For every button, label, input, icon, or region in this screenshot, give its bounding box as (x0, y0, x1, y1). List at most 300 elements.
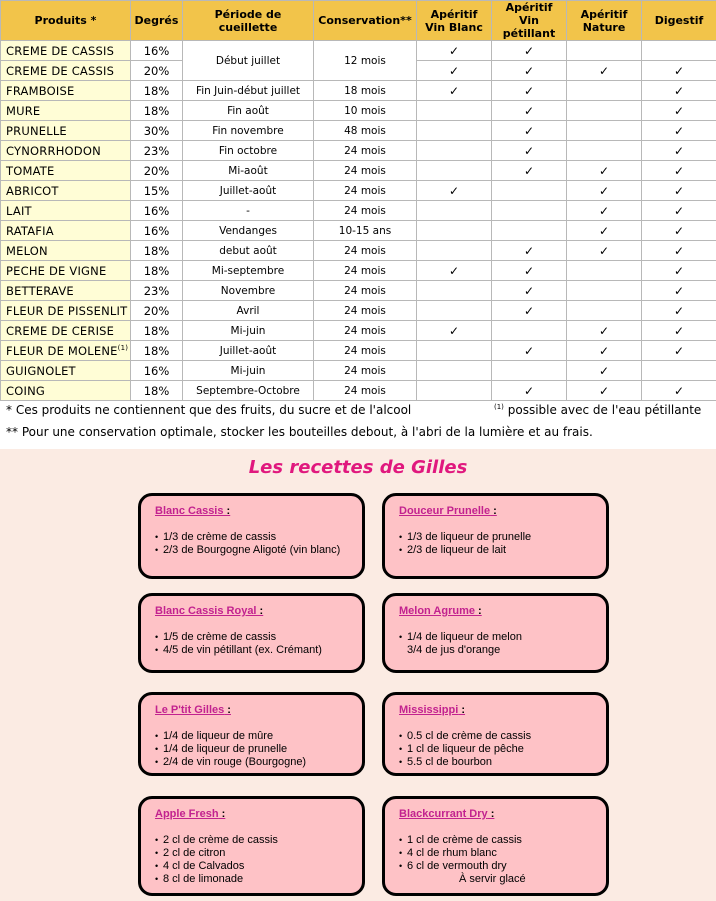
footnote-sparkling-text: possible avec de l'eau pétillante (503, 403, 702, 417)
check-mark-icon: ✓ (642, 161, 716, 181)
recipe-title-text: Douceur Prunelle (399, 505, 491, 517)
ingredient-item (399, 756, 606, 769)
cell-periode: Mi-juin (183, 361, 314, 381)
table-row (1, 81, 716, 101)
recipe-title (155, 505, 362, 518)
check-mark-icon: ✓ (642, 81, 716, 101)
ingredient-text: 1/4 de liqueur de melon (407, 631, 522, 643)
check-mark-icon: ✓ (492, 341, 567, 361)
check-mark-icon: ✓ (642, 341, 716, 361)
produit-name: FLEUR DE PISSENLIT (6, 303, 128, 318)
cell-degres: 16% (131, 201, 183, 221)
recipe-ingredients (155, 531, 362, 557)
check-mark-icon: ✓ (492, 241, 567, 261)
cell-produit (1, 361, 131, 381)
cell-nature (567, 81, 642, 101)
ingredient-item (155, 873, 362, 886)
cell-blanc (417, 301, 492, 321)
cell-periode: Avril (183, 301, 314, 321)
cell-conservation: 24 mois (314, 381, 417, 401)
recipe-title-colon: : (223, 505, 231, 517)
recipe-title (155, 704, 362, 717)
recipe-title-colon: : (256, 605, 264, 617)
table-row (1, 381, 716, 401)
recipe-card (382, 593, 609, 673)
cell-periode: Vendanges (183, 221, 314, 241)
check-mark-icon: ✓ (642, 201, 716, 221)
cell-degres: 18% (131, 341, 183, 361)
table-row (1, 341, 716, 361)
check-mark-icon: ✓ (492, 81, 567, 101)
recipe-ingredients (399, 531, 606, 557)
check-mark-icon: ✓ (492, 301, 567, 321)
ingredient-text: 4/5 de vin pétillant (ex. Crémant) (163, 644, 322, 656)
cell-periode: Fin Juin-début juillet (183, 81, 314, 101)
cell-produit (1, 241, 131, 261)
footnote-products: * Ces produits ne contiennent que des fruits, du sucre et de l'alcool (6, 403, 412, 417)
cell-degres: 20% (131, 301, 183, 321)
products-table (0, 0, 716, 401)
cell-degres: 18% (131, 241, 183, 261)
cell-digestif (642, 41, 716, 61)
cell-produit (1, 101, 131, 121)
recipe-card (138, 692, 365, 776)
check-mark-icon: ✓ (417, 261, 492, 281)
ingredient-text: 1/4 de liqueur de prunelle (163, 743, 288, 755)
produit-name: FLEUR DE MOLENE (6, 343, 118, 358)
cell-produit (1, 321, 131, 341)
recipe-ingredients (155, 730, 362, 769)
recipes-title: Les recettes de Gilles (248, 457, 468, 478)
ingredient-text: 4 cl de Calvados (163, 860, 245, 872)
table-row (1, 301, 716, 321)
bullet-icon: • (399, 632, 403, 642)
cell-degres: 23% (131, 281, 183, 301)
ingredient-item (399, 847, 606, 860)
header-aperitif-vin-blanc: Apéritif Vin Blanc (417, 1, 492, 41)
ingredient-text: 2 cl de crème de cassis (163, 834, 278, 846)
cell-degres: 15% (131, 181, 183, 201)
check-mark-icon: ✓ (642, 101, 716, 121)
check-mark-icon: ✓ (642, 261, 716, 281)
check-mark-icon: ✓ (492, 381, 567, 401)
ingredient-item (399, 873, 606, 886)
recipe-title-colon: : (224, 704, 231, 716)
cell-periode: Fin novembre (183, 121, 314, 141)
recipe-ingredients (399, 631, 606, 657)
cell-conservation: 24 mois (314, 361, 417, 381)
cell-blanc (417, 101, 492, 121)
cell-blanc (417, 341, 492, 361)
ingredient-item (155, 847, 362, 860)
recipe-title-text: Blackcurrant Dry (399, 808, 488, 820)
ingredient-text: 2/3 de Bourgogne Aligoté (vin blanc) (163, 544, 341, 556)
cell-nature (567, 301, 642, 321)
header-digestif: Digestif (642, 1, 716, 41)
check-mark-icon: ✓ (417, 81, 492, 101)
ingredient-text: 2/4 de vin rouge (Bourgogne) (163, 756, 307, 768)
cell-produit (1, 181, 131, 201)
cell-blanc (417, 141, 492, 161)
recipe-title (399, 605, 606, 618)
recipe-title-text: Le P'tit Gilles (155, 704, 225, 716)
cell-periode: Début juillet (183, 41, 314, 81)
cell-produit (1, 221, 131, 241)
check-mark-icon: ✓ (567, 361, 642, 381)
bullet-icon: • (399, 532, 403, 542)
bullet-icon: • (399, 545, 403, 555)
header-aperitif-nature: Apéritif Nature (567, 1, 642, 41)
cell-conservation: 18 mois (314, 81, 417, 101)
cell-degres: 16% (131, 361, 183, 381)
cell-periode: Mi-août (183, 161, 314, 181)
cell-petillant (492, 181, 567, 201)
recipe-title-text: Mississippi (399, 704, 459, 716)
ingredient-item (399, 730, 606, 743)
cell-produit (1, 341, 131, 361)
cell-degres: 18% (131, 261, 183, 281)
ingredient-text: 2/3 de liqueur de lait (407, 544, 507, 556)
cell-periode: Novembre (183, 281, 314, 301)
recipe-card (382, 796, 609, 896)
produit-name: MELON (6, 243, 48, 258)
recipes-section (0, 449, 716, 901)
cell-produit (1, 121, 131, 141)
recipe-title-text: Apple Fresh (155, 808, 219, 820)
recipe-title-colon: : (475, 605, 482, 617)
table-row (1, 241, 716, 261)
table-row (1, 281, 716, 301)
check-mark-icon: ✓ (642, 221, 716, 241)
cell-periode: Juillet-août (183, 181, 314, 201)
check-mark-icon: ✓ (567, 201, 642, 221)
cell-conservation: 24 mois (314, 321, 417, 341)
recipe-ingredients (399, 730, 606, 769)
ingredient-text: 1 cl de crème de cassis (407, 834, 522, 846)
cell-produit (1, 301, 131, 321)
ingredient-text: 1/5 de crème de cassis (163, 631, 277, 643)
footnote-sparkling (494, 403, 701, 417)
cell-blanc (417, 121, 492, 141)
cell-petillant (492, 201, 567, 221)
cell-produit (1, 141, 131, 161)
recipe-title-colon: : (490, 505, 497, 517)
cell-degres: 20% (131, 161, 183, 181)
cell-degres: 30% (131, 121, 183, 141)
check-mark-icon: ✓ (642, 121, 716, 141)
bullet-icon: • (399, 835, 403, 845)
cell-produit (1, 381, 131, 401)
recipe-title-text: Blanc Cassis Royal (155, 605, 257, 617)
table-body (1, 41, 716, 401)
ingredient-item (399, 644, 606, 657)
cell-conservation: 48 mois (314, 121, 417, 141)
bullet-icon: • (155, 835, 159, 845)
bullet-icon: • (155, 861, 159, 871)
header-aperitif-vin-petillant: Apéritif Vin pétillant (492, 1, 567, 41)
cell-periode: Juillet-août (183, 341, 314, 361)
cell-conservation: 24 mois (314, 261, 417, 281)
cell-conservation: 12 mois (314, 41, 417, 81)
header-periode: Période de cueillette (183, 1, 314, 41)
recipe-title-text: Blanc Cassis (155, 505, 224, 517)
cell-blanc (417, 201, 492, 221)
table-row (1, 101, 716, 121)
bullet-icon: • (399, 848, 403, 858)
check-mark-icon: ✓ (567, 321, 642, 341)
check-mark-icon: ✓ (642, 241, 716, 261)
produit-name: CREME DE CASSIS (6, 63, 115, 78)
ingredient-item (399, 860, 606, 873)
cell-degres: 23% (131, 141, 183, 161)
ingredient-item (399, 531, 606, 544)
ingredient-text: 0.5 cl de crème de cassis (407, 730, 532, 742)
cell-nature (567, 281, 642, 301)
cell-blanc (417, 281, 492, 301)
check-mark-icon: ✓ (642, 61, 716, 81)
cell-nature (567, 261, 642, 281)
cell-periode: Fin août (183, 101, 314, 121)
check-mark-icon: ✓ (492, 41, 567, 61)
ingredient-text: 3/4 de jus d'orange (407, 644, 501, 656)
recipe-title (155, 605, 362, 618)
check-mark-icon: ✓ (492, 261, 567, 281)
cell-nature (567, 141, 642, 161)
header-produits: Produits * (1, 1, 131, 41)
recipe-title-text: Melon Agrume (399, 605, 475, 617)
cell-nature (567, 101, 642, 121)
bullet-icon: • (399, 731, 403, 741)
produit-name: MURE (6, 103, 41, 118)
check-mark-icon: ✓ (567, 221, 642, 241)
produit-name: PRUNELLE (6, 123, 67, 138)
cell-degres: 16% (131, 41, 183, 61)
check-mark-icon: ✓ (417, 321, 492, 341)
produit-name: FRAMBOISE (6, 83, 75, 98)
check-mark-icon: ✓ (642, 301, 716, 321)
cell-blanc (417, 361, 492, 381)
table-row (1, 321, 716, 341)
check-mark-icon: ✓ (492, 101, 567, 121)
ingredient-item (155, 730, 362, 743)
recipe-ingredients (155, 834, 362, 886)
ingredient-text: 1/3 de liqueur de prunelle (407, 531, 532, 543)
cell-conservation: 24 mois (314, 281, 417, 301)
recipe-title (399, 505, 606, 518)
cell-produit (1, 61, 131, 81)
recipe-card (382, 692, 609, 776)
cell-blanc (417, 241, 492, 261)
check-mark-icon: ✓ (642, 381, 716, 401)
ingredient-item (155, 631, 362, 644)
produit-name: PECHE DE VIGNE (6, 263, 107, 278)
cell-periode: - (183, 201, 314, 221)
check-mark-icon: ✓ (567, 381, 642, 401)
cell-periode: debut août (183, 241, 314, 261)
bullet-icon: • (155, 545, 159, 555)
cell-produit (1, 201, 131, 221)
check-mark-icon: ✓ (417, 61, 492, 81)
bullet-icon: • (155, 532, 159, 542)
cell-degres: 16% (131, 221, 183, 241)
bullet-icon: • (155, 744, 159, 754)
produit-name: ABRICOT (6, 183, 59, 198)
check-mark-icon: ✓ (417, 181, 492, 201)
produit-name: GUIGNOLET (6, 363, 76, 378)
check-mark-icon: ✓ (492, 61, 567, 81)
ingredient-text: 1/4 de liqueur de mûre (163, 730, 274, 742)
produit-note-mark: (1) (117, 343, 129, 352)
check-mark-icon: ✓ (492, 281, 567, 301)
ingredient-text: À servir glacé (459, 873, 526, 885)
produit-name: RATAFIA (6, 223, 54, 238)
produit-name: BETTERAVE (6, 283, 74, 298)
recipe-title-colon: : (218, 808, 226, 820)
table-header-row (1, 1, 716, 41)
header-conservation: Conservation** (314, 1, 417, 41)
cell-conservation: 10 mois (314, 101, 417, 121)
table-row (1, 181, 716, 201)
cell-periode: Septembre-Octobre (183, 381, 314, 401)
check-mark-icon: ✓ (567, 241, 642, 261)
check-mark-icon: ✓ (417, 41, 492, 61)
recipe-title (155, 808, 362, 821)
ingredient-item (155, 743, 362, 756)
check-mark-icon: ✓ (567, 161, 642, 181)
footnote-conservation: ** Pour une conservation optimale, stocker les bouteilles debout, à l'abri de la lumière et au frais. (6, 425, 593, 439)
recipe-title (399, 704, 606, 717)
bullet-icon: • (155, 757, 159, 767)
produit-name: LAIT (6, 203, 32, 218)
cell-degres: 18% (131, 101, 183, 121)
recipe-card (138, 796, 365, 896)
check-mark-icon: ✓ (642, 321, 716, 341)
ingredient-item (155, 756, 362, 769)
ingredient-text: 2 cl de citron (163, 847, 226, 859)
cell-nature (567, 41, 642, 61)
recipe-title-colon: : (458, 704, 466, 716)
bullet-icon: • (155, 848, 159, 858)
check-mark-icon: ✓ (492, 141, 567, 161)
header-degres: Degrés (131, 1, 183, 41)
cell-petillant (492, 321, 567, 341)
bullet-icon: • (155, 731, 159, 741)
recipe-card (382, 493, 609, 579)
cell-periode: Mi-juin (183, 321, 314, 341)
cell-conservation: 10-15 ans (314, 221, 417, 241)
cell-produit (1, 281, 131, 301)
cell-blanc (417, 221, 492, 241)
cell-produit (1, 41, 131, 61)
ingredient-item (155, 860, 362, 873)
cell-conservation: 24 mois (314, 241, 417, 261)
cell-petillant (492, 361, 567, 381)
recipe-card (138, 493, 365, 579)
produit-name: CREME DE CASSIS (6, 43, 115, 58)
cell-nature (567, 121, 642, 141)
ingredient-item (399, 834, 606, 847)
check-mark-icon: ✓ (567, 341, 642, 361)
check-mark-icon: ✓ (642, 181, 716, 201)
produit-name: COING (6, 383, 45, 398)
cell-degres: 18% (131, 381, 183, 401)
ingredient-item (399, 544, 606, 557)
bullet-icon: • (155, 874, 159, 884)
produit-name: CREME DE CERISE (6, 323, 115, 338)
cell-conservation: 24 mois (314, 301, 417, 321)
recipe-ingredients (399, 834, 606, 886)
ingredient-item (399, 743, 606, 756)
cell-conservation: 24 mois (314, 341, 417, 361)
ingredient-text: 5.5 cl de bourbon (407, 756, 493, 768)
cell-conservation: 24 mois (314, 181, 417, 201)
bullet-icon: • (399, 861, 403, 871)
cell-periode: Fin octobre (183, 141, 314, 161)
bullet-icon: • (399, 757, 403, 767)
check-mark-icon: ✓ (492, 121, 567, 141)
table-row (1, 261, 716, 281)
table-row (1, 221, 716, 241)
cell-degres: 20% (131, 61, 183, 81)
cell-blanc (417, 161, 492, 181)
footnote-sup-mark: (1) (494, 403, 504, 411)
table-row (1, 361, 716, 381)
ingredient-text: 4 cl de rhum blanc (407, 847, 497, 859)
table-row (1, 161, 716, 181)
cell-petillant (492, 221, 567, 241)
table-row (1, 201, 716, 221)
ingredient-text: 1 cl de liqueur de pêche (407, 743, 524, 755)
cell-degres: 18% (131, 321, 183, 341)
check-mark-icon: ✓ (642, 141, 716, 161)
ingredient-item (399, 631, 606, 644)
ingredient-text: 8 cl de limonade (163, 873, 244, 885)
ingredient-item (155, 544, 362, 557)
check-mark-icon: ✓ (492, 161, 567, 181)
recipe-ingredients (155, 631, 362, 657)
table-row (1, 41, 716, 61)
cell-conservation: 24 mois (314, 141, 417, 161)
cell-produit (1, 81, 131, 101)
cell-blanc (417, 381, 492, 401)
cell-digestif (642, 361, 716, 381)
ingredient-text: 6 cl de vermouth dry (407, 860, 507, 872)
produit-name: CYNORRHODON (6, 143, 101, 158)
ingredient-item (155, 834, 362, 847)
recipe-card (138, 593, 365, 673)
bullet-icon: • (155, 632, 159, 642)
bullet-icon: • (155, 645, 159, 655)
ingredient-item (155, 531, 362, 544)
cell-produit (1, 261, 131, 281)
cell-periode: Mi-septembre (183, 261, 314, 281)
cell-conservation: 24 mois (314, 161, 417, 181)
table-row (1, 121, 716, 141)
produit-name: TOMATE (6, 163, 55, 178)
recipe-title (399, 808, 606, 821)
cell-conservation: 24 mois (314, 201, 417, 221)
cell-degres: 18% (131, 81, 183, 101)
ingredient-item (155, 644, 362, 657)
check-mark-icon: ✓ (642, 281, 716, 301)
cell-produit (1, 161, 131, 181)
recipe-title-colon: : (487, 808, 495, 820)
ingredient-text: 1/3 de crème de cassis (163, 531, 277, 543)
check-mark-icon: ✓ (567, 181, 642, 201)
check-mark-icon: ✓ (567, 61, 642, 81)
table-row (1, 141, 716, 161)
bullet-icon: • (399, 744, 403, 754)
